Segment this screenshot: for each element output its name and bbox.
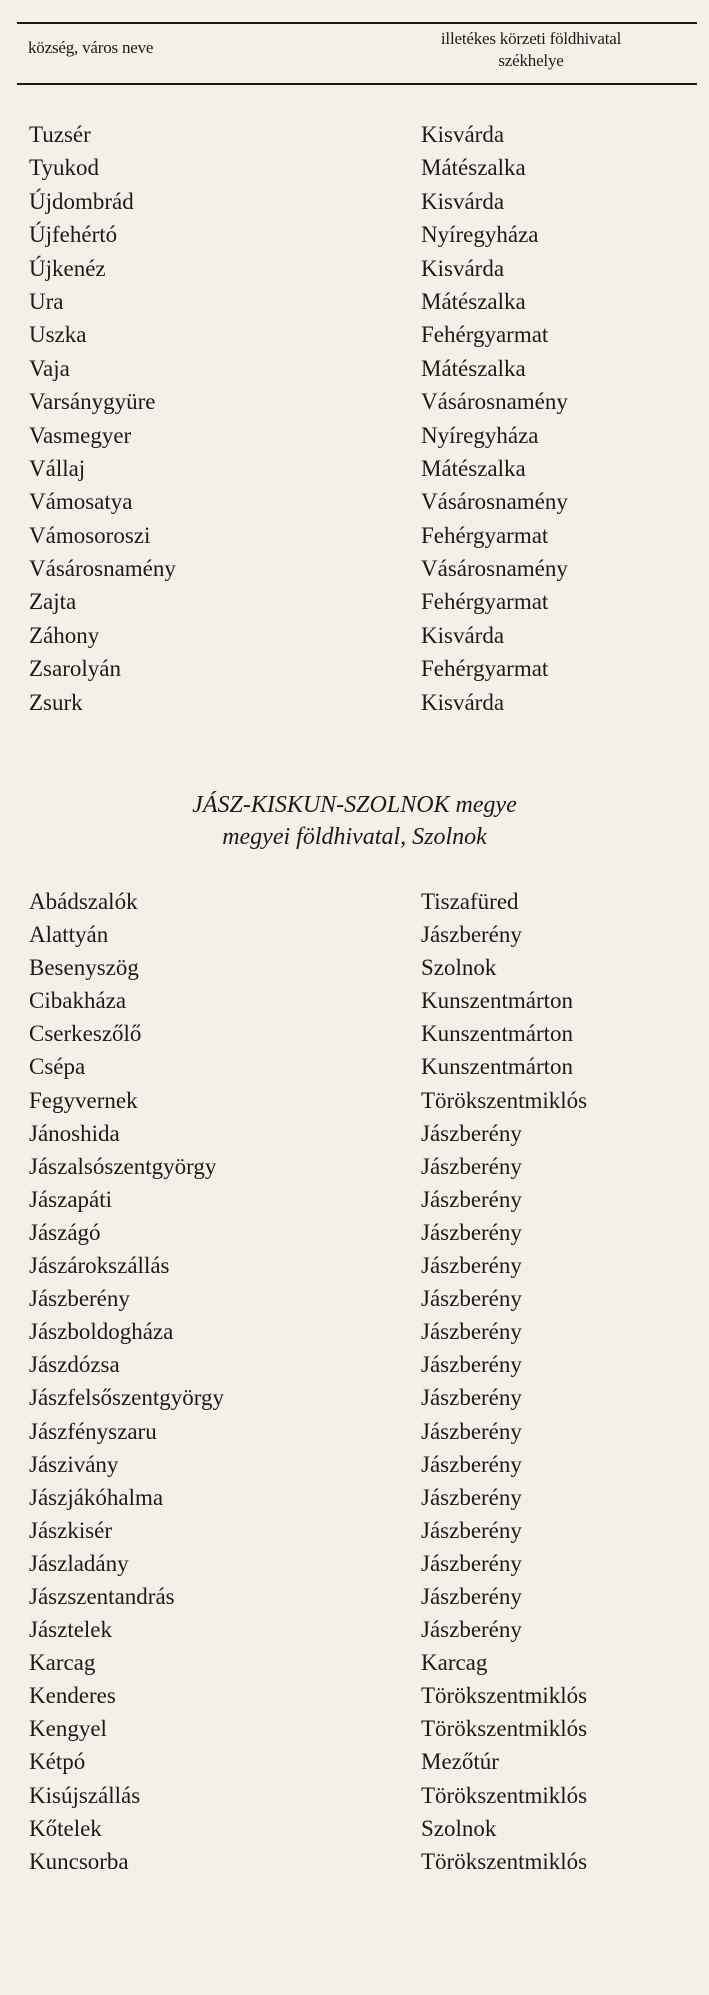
table-row xyxy=(0,1646,709,1679)
settlement-name: Jászalsószentgyörgy xyxy=(29,1153,217,1179)
table-row xyxy=(0,252,709,285)
table-row xyxy=(0,1381,709,1414)
land-office-seat: Mátészalka xyxy=(421,355,526,381)
settlement-name: Zsarolyán xyxy=(29,656,121,682)
settlement-name: Tyukod xyxy=(29,155,99,181)
settlement-name: Kenderes xyxy=(29,1683,116,1709)
table-row xyxy=(0,1812,709,1845)
land-office-seat: Fehérgyarmat xyxy=(421,322,549,348)
land-office-seat: Kunszentmárton xyxy=(421,988,574,1014)
land-office-seat: Szolnok xyxy=(421,955,497,981)
land-office-seat: Karcag xyxy=(421,1650,488,1676)
settlement-name: Karcag xyxy=(29,1650,96,1676)
settlement-name: Vasmegyer xyxy=(29,422,132,448)
land-office-seat: Mátészalka xyxy=(421,288,526,314)
land-office-seat: Jászberény xyxy=(421,1451,522,1477)
table-row xyxy=(0,1415,709,1448)
settlement-name: Alattyán xyxy=(29,922,109,948)
table-row xyxy=(0,1547,709,1580)
table-row xyxy=(0,984,709,1017)
table-row xyxy=(0,1050,709,1083)
settlement-name: Jászjákóhalma xyxy=(29,1484,164,1510)
table-row xyxy=(0,619,709,652)
table-row xyxy=(0,352,709,385)
header-rule xyxy=(17,83,697,85)
column-header-land-office xyxy=(396,28,666,72)
land-office-seat: Kunszentmárton xyxy=(421,1054,574,1080)
table-row xyxy=(0,185,709,218)
land-office-seat: Kisvárda xyxy=(421,689,505,715)
settlement-name: Ura xyxy=(29,288,64,314)
settlement-list-jasz-kiskun-szolnok xyxy=(0,885,709,1878)
land-office-seat: Mezőtúr xyxy=(421,1749,499,1775)
settlement-name: Kuncsorba xyxy=(29,1848,129,1874)
table-row xyxy=(0,1017,709,1050)
land-office-seat: Jászberény xyxy=(421,1153,522,1179)
table-row xyxy=(0,452,709,485)
table-row xyxy=(0,552,709,585)
land-office-seat: Jászberény xyxy=(421,1319,522,1345)
land-office-seat: Törökszentmiklós xyxy=(421,1848,588,1874)
land-office-seat: Jászberény xyxy=(421,1385,522,1411)
table-row xyxy=(0,485,709,518)
settlement-name: Csépa xyxy=(29,1054,86,1080)
table-row xyxy=(0,1448,709,1481)
column-header-land-office-line1: illetékes körzeti földhivatal xyxy=(440,29,622,48)
land-office-seat: Nyíregyháza xyxy=(421,222,539,248)
land-office-seat: Vásárosnamény xyxy=(421,489,568,515)
land-office-seat: Jászberény xyxy=(421,1550,522,1576)
settlement-name: Abádszalók xyxy=(29,889,138,914)
land-office-seat: Jászberény xyxy=(421,1120,522,1146)
settlement-name: Kétpó xyxy=(29,1749,86,1775)
land-office-seat: Jászberény xyxy=(421,1286,522,1312)
section-subtitle: megyei földhivatal, Szolnok xyxy=(222,824,487,850)
land-office-seat: Jászberény xyxy=(421,1186,522,1212)
settlement-name: Uszka xyxy=(29,322,87,348)
table-row xyxy=(0,118,709,151)
land-office-seat: Szolnok xyxy=(421,1815,497,1841)
table-row xyxy=(0,151,709,184)
table-row xyxy=(0,585,709,618)
table-row xyxy=(0,652,709,685)
settlement-name: Varsánygyüre xyxy=(29,389,156,415)
table-row xyxy=(0,1117,709,1150)
settlement-name: Cibakháza xyxy=(29,988,127,1014)
table-row xyxy=(0,1779,709,1812)
settlement-list-szabolcs xyxy=(0,118,709,719)
land-office-seat: Jászberény xyxy=(421,1219,522,1245)
land-office-seat: Vásárosnamény xyxy=(421,389,568,415)
land-office-seat: Jászberény xyxy=(421,1583,522,1609)
settlement-name: Vámosoroszi xyxy=(29,522,151,548)
settlement-name: Vaja xyxy=(29,355,70,381)
table-row xyxy=(0,519,709,552)
table-row xyxy=(0,1282,709,1315)
settlement-name: Jászárokszállás xyxy=(29,1253,170,1279)
settlement-name: Tuzsér xyxy=(29,122,91,147)
settlement-name: Kőtelek xyxy=(29,1815,102,1841)
land-office-seat: Nyíregyháza xyxy=(421,422,539,448)
settlement-name: Újkenéz xyxy=(29,255,106,281)
land-office-seat: Mátészalka xyxy=(421,455,526,481)
table-row xyxy=(0,1845,709,1878)
settlement-name: Kisújszállás xyxy=(29,1782,141,1808)
land-office-seat: Jászberény xyxy=(421,1617,522,1643)
table-row xyxy=(0,1150,709,1183)
table-row xyxy=(0,1216,709,1249)
table-row xyxy=(0,1514,709,1547)
settlement-name: Cserkeszőlő xyxy=(29,1021,142,1047)
settlement-name: Jászberény xyxy=(29,1286,130,1312)
settlement-name: Jászboldogháza xyxy=(29,1319,174,1345)
table-row xyxy=(0,1613,709,1646)
table-row xyxy=(0,218,709,251)
land-office-seat: Törökszentmiklós xyxy=(421,1716,588,1742)
table-row xyxy=(0,1745,709,1778)
land-office-seat: Jászberény xyxy=(421,1418,522,1444)
settlement-name: Vásárosnamény xyxy=(29,556,176,582)
land-office-seat: Fehérgyarmat xyxy=(421,589,549,615)
settlement-name: Újdombrád xyxy=(29,188,134,214)
land-office-seat: Kisvárda xyxy=(421,622,505,648)
settlement-name: Vámosatya xyxy=(29,489,133,515)
land-office-seat: Vásárosnamény xyxy=(421,556,568,582)
land-office-seat: Mátészalka xyxy=(421,155,526,181)
table-row xyxy=(0,885,709,918)
settlement-name: Újfehértó xyxy=(29,222,118,248)
column-header-settlement: község, város neve xyxy=(28,38,154,57)
settlement-name: Kengyel xyxy=(29,1716,107,1742)
table-row xyxy=(0,419,709,452)
land-office-seat: Jászberény xyxy=(421,922,522,948)
land-office-seat: Kunszentmárton xyxy=(421,1021,574,1047)
table-row xyxy=(0,918,709,951)
land-office-seat: Jászberény xyxy=(421,1517,522,1543)
settlement-name: Vállaj xyxy=(29,455,86,481)
land-office-seat: Fehérgyarmat xyxy=(421,522,549,548)
table-row xyxy=(0,1315,709,1348)
table-row xyxy=(0,318,709,351)
settlement-name: Jászfelsőszentgyörgy xyxy=(29,1385,225,1411)
land-office-seat: Törökszentmiklós xyxy=(421,1683,588,1709)
land-office-seat: Fehérgyarmat xyxy=(421,656,549,682)
table-row xyxy=(0,1249,709,1282)
settlement-name: Jásztelek xyxy=(29,1617,113,1643)
table-row xyxy=(0,385,709,418)
settlement-name: Jászfényszaru xyxy=(29,1418,157,1444)
settlement-name: Jászivány xyxy=(29,1451,119,1477)
settlement-name: Jászszentandrás xyxy=(29,1583,175,1609)
land-office-seat: Jászberény xyxy=(421,1253,522,1279)
settlement-name: Jánoshida xyxy=(29,1120,120,1146)
settlement-name: Jászágó xyxy=(29,1219,101,1245)
land-office-seat: Kisvárda xyxy=(421,255,505,281)
table-row xyxy=(0,1084,709,1117)
table-row xyxy=(0,1348,709,1381)
table-row xyxy=(0,1183,709,1216)
table-row xyxy=(0,686,709,719)
settlement-name: Jászdózsa xyxy=(29,1352,120,1378)
land-office-seat: Kisvárda xyxy=(421,122,505,147)
table-row xyxy=(0,1679,709,1712)
table-row xyxy=(0,1580,709,1613)
column-header-land-office-line2: székhelye xyxy=(498,51,564,70)
table-row xyxy=(0,1712,709,1745)
land-office-seat: Tiszafüred xyxy=(421,889,519,914)
settlement-name: Jászladány xyxy=(29,1550,129,1576)
land-office-seat: Jászberény xyxy=(421,1484,522,1510)
settlement-name: Jászapáti xyxy=(29,1186,113,1212)
settlement-name: Besenyszög xyxy=(29,955,139,981)
settlement-name: Záhony xyxy=(29,622,100,648)
land-office-seat: Törökszentmiklós xyxy=(421,1782,588,1808)
table-row xyxy=(0,285,709,318)
table-row xyxy=(0,951,709,984)
table-row xyxy=(0,1481,709,1514)
settlement-name: Fegyvernek xyxy=(29,1087,138,1113)
land-office-seat: Jászberény xyxy=(421,1352,522,1378)
top-rule xyxy=(17,22,697,24)
land-office-seat: Kisvárda xyxy=(421,188,505,214)
settlement-name: Zsurk xyxy=(29,689,83,715)
settlement-name: Zajta xyxy=(29,589,77,615)
section-title: JÁSZ-KISKUN-SZOLNOK megye xyxy=(192,792,517,818)
settlement-name: Jászkisér xyxy=(29,1517,113,1543)
land-office-seat: Törökszentmiklós xyxy=(421,1087,588,1113)
